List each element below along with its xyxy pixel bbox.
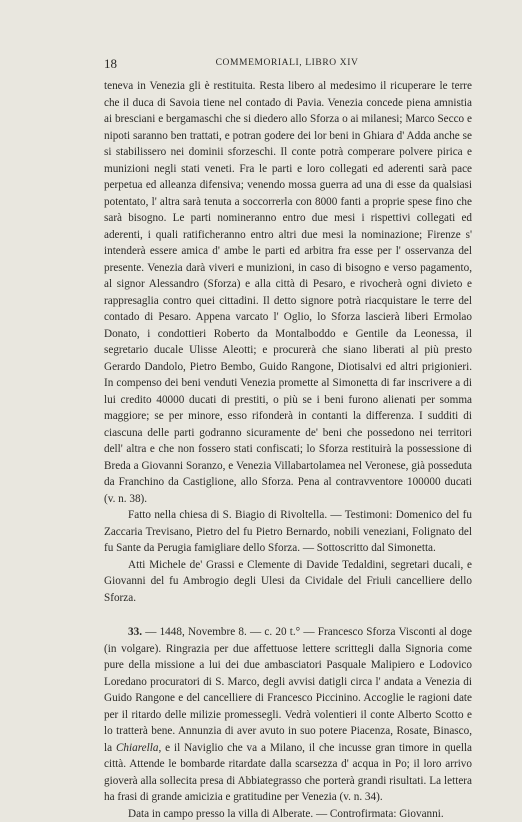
document-32-acts: Atti Michele de' Grassi e Clemente di Davide Tedaldini, segretari ducali, e Giovanni del fu Ambrogio degli Ulesi da Cividale del Friuli cancelliere dello Sforza. [104,557,472,607]
document-33-signoff: Data in campo presso la villa di Alberate. — Controfirmata: Giovanni. [104,806,472,822]
running-title: COMMEMORIALI, LIBRO XIV [104,58,470,68]
document-33-number: 33. [128,626,142,638]
document-32-continuation: teneva in Venezia gli è restituita. Resta libero al medesimo il ricuperare le terre che il duca di Savoia tiene nel contado di Pavia. Venezia concede piena amnistia ai bresciani e bergamaschi che si diedero allo Sforza o ai milanesi; Marco Secco e nipoti saranno ben trattati, e potran godere dei lor beni in Ghiara d' Adda anche se si stabilissero nei dominii sforzeschi. Il conte potrà comperare polvere pirica e munizioni negli stati veneti. Fra le parti e loro collegati ed aderenti sarà pace perpetua ed alleanza difensiva; venendo mossa guerra ad una di esse da qualsiasi potentato, l' altra sarà tenuta a soccorrerla con 8000 fanti a proprie spese fino che sarà bisogno. Le parti nomineranno entro due mesi i rispettivi collegati ed aderenti, i quali ratificheranno entro altri due mesi la nominazione; Firenze s' intenderà essere amica d' ambe le parti ed arbitra fra esse per l' osservanza del presente. Venezia darà viveri e munizioni, in caso di bisogno e verso pagamento, al signor Alessandro (Sforza) e alla città di Pesaro, e rivocherà ogni divieto e rappresaglia contro quei cittadini. Il detto signore potrà riacquistare le terre del contado di Pesaro. Appena varcato l' Oglio, lo Sforza lascierà liberi Ermolao Donato, i condottieri Roberto da Montalboddo e Gentile da Leonessa, il segretario ducale Ulisse Aleotti; e procurerà che siano liberati al più presto Gerardo Dandolo, Pietro Bembo, Guido Rangone, Diotisalvi ed altri prigionieri. In compenso dei beni venduti Venezia promette al Simonetta di far inscrivere a di lui credito 40000 ducati di prestiti, o più se i beni furono alienati per somma maggiore; se per minore, esso rifonderà in contanti la differenza. I sudditi di ciascuna delle parti godranno sicuramente de' beni che possedono nei territori dell' altra e che non fossero stati confiscati; lo Sforza restituirà la possessione di Breda a Giovanni Soranzo, e Venezia Villabartolamea nel Veronese, già posseduta da Franchino da Castiglione, allo Sforza. Pena al contravventore 100000 ducati (v. n. 38). [104,78,472,507]
page-header [104,56,470,72]
document-33-entry [104,624,472,806]
document-33-italic-place: Chiarella [116,742,158,754]
document-33-text-a: — 1448, Novembre 8. — c. 20 t.° — Francesco Sforza Visconti al doge (in volgare). Ringrazia per due affettuose lettere scrittegli dalla Signoria come pure della missione a lui dei due ambasciatori Pasquale Malipiero e Lodovico Loredano procuratori di S. Marco, degli avvisi datigli circa l' andata a Venezia di Guido Rangone e del cancelliere di Francesco Piccinino. Accoglie le ragioni date per il ritardo delle milizie promessegli. Vedrà volentieri il conte Alberto Scotto e lo tratterà bene. Annunzia di aver avuto in suo potere Piacenza, Rosate, Binasco, la [104,626,472,754]
document-32-witnesses: Fatto nella chiesa di S. Biagio di Rivoltella. — Testimoni: Domenico del fu Zaccaria Trevisano, Pietro del fu Pietro Bernardo, nobili veneziani, Folignato del fu Sante da Perugia famigliare dello Sforza. — Sottoscritto dal Simonetta. [104,507,472,557]
page-number: 18 [104,56,117,72]
document-33-text-b: , e il Naviglio che va a Milano, il che incusse gran timore in quella città. Attende le bombarde ritardate dalla scarsezza d' acqua in Po; il loro arrivo gioverà alla sollecita presa di Abbiategrasso che porterà grandi risultati. La lettera ha frasi di grande amicizia e gratitudine per Venezia (v. n. 34). [104,742,472,804]
page-body [104,78,472,822]
